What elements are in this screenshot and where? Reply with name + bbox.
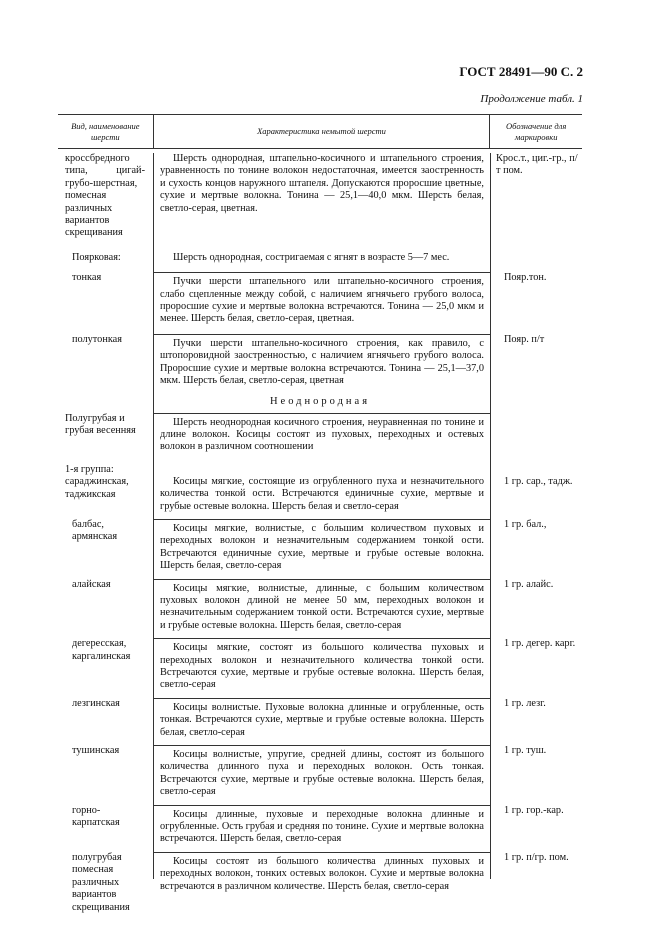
wool-type-name: балбас, армянская bbox=[72, 518, 118, 543]
table-row bbox=[58, 519, 582, 573]
marking-code: 1 гр. п/гр. пом. bbox=[504, 851, 569, 863]
table-row bbox=[58, 334, 582, 388]
wool-description: Косицы волнистые, упругие, средней длины, состоят из большого количества длинного пуха и переходных волокон. Ость тонкая. Встречаются сухие, мертвые и грубые остевые волокна. Шерсть белая, светло-серая bbox=[160, 749, 484, 798]
marking-code: 1 гр. бал., bbox=[504, 518, 547, 530]
table-row bbox=[58, 153, 582, 240]
marking-code: 1 гр. гор.-кар. bbox=[504, 804, 564, 816]
wool-type-name: 1-я группа: сараджинская, таджикская bbox=[65, 463, 129, 500]
wool-description: Косицы мягкие, состоящие из огрубленного пуха и незначительного количества тонкой ости. Встречаются единичные сухие, мертвые и грубые остевые волокна. Шерсть белая и светло-серая bbox=[160, 475, 484, 512]
marking-code: 1 гр. дегер. карг. bbox=[504, 638, 576, 650]
table-row bbox=[58, 579, 582, 633]
wool-type-name: тушинская bbox=[72, 745, 120, 757]
wool-type-name: алайская bbox=[72, 578, 111, 590]
table-row bbox=[58, 252, 582, 264]
wool-description: Косицы длинные, пуховые и переходные волокна длинные и огрубленные. Ость грубая и средняя по тонине. Сухие и мертвые волокна встречаются. Шерсть белая, светло-серая bbox=[160, 808, 484, 845]
wool-description: Шерсть однородная, состригаемая с ягнят в возрасте 5—7 мес. bbox=[173, 251, 450, 263]
wool-type-name: тонкая bbox=[72, 272, 102, 284]
section-label: Неоднородная bbox=[269, 395, 371, 407]
marking-code: 1 гр. алайс. bbox=[504, 578, 554, 590]
table-row bbox=[58, 745, 582, 799]
wool-type-name: Поярковая: bbox=[72, 251, 121, 263]
wool-type-name: лезгинская bbox=[72, 697, 120, 709]
table-header bbox=[58, 114, 582, 149]
column-header-name: Вид, наименование шерсти bbox=[71, 121, 140, 142]
wool-type-name: дегересская, каргалинская bbox=[72, 638, 131, 662]
wool-description: Косицы мягкие, волнистые, длинные, с большим количеством пуховых волокон длиной не менее 50 мм, переходных волокон и незначительным содержанием тонкой ости. Встречаются сухие, мертвые и грубые остевые волокна. Шерсть белая, светло-серая bbox=[160, 582, 484, 631]
table-row bbox=[58, 464, 582, 513]
table-row bbox=[58, 638, 582, 692]
wool-description: Пучки шерсти штапельного или штапельно-косичного строения, слабо сцепленные между собой, с наличием ягнячьего грубого волоса, проросшие сухие и мертвые волокна встречаются. Тонина — 25,0 мкм и менее. Шерсть белая, светло-серая, цветная. bbox=[160, 276, 484, 325]
wool-description: Косицы мягкие, волнистые, с большим количеством пуховых и переходных волокон и незначительным содержанием тонкой ости. Встречаются единичные сухие, мертвые и грубые остевые волокна. Шерсть белая, светло-серая bbox=[160, 522, 484, 572]
page-header: ГОСТ 28491—90 С. 2 bbox=[459, 64, 583, 79]
wool-description: Пучки шерсти штапельно-косичного строения, как правило, с штопоровидной заостренностью, с наличием ягнячьего грубого волоса. Проросшие сухие и мертвые волокна встречаются. Тонина — 25,1—37,0 мкм. Шерсть белая, светло-серая, цветная bbox=[160, 337, 484, 387]
table-row bbox=[58, 805, 582, 846]
marking-code: 1 гр. сар., тадж. bbox=[504, 475, 573, 487]
marking-code: 1 гр. лезг. bbox=[504, 697, 546, 709]
table-row bbox=[58, 698, 582, 739]
wool-type-name: кроссбредного типа, цигай-грубо-шерстная, помесная различных вариантов скрещивания bbox=[65, 153, 145, 239]
wool-description: Шерсть неоднородная косичного строения, неуравненная по тонине и длине волокон. Косицы состоят из пуховых, переходных и остевых волокон в различном соотношении bbox=[160, 416, 484, 453]
wool-description: Шерсть однородная, штапельно-косичного и штапельного строения, уравненность по тонине волокон недостаточная, имеется заостренность и сухость концов наружного штапеля. Допускаются проросшие цветные, сухие и мертвые волокна. Тонина — 25,1—40,0 мкм. Шерсть белая, светло-серая, цветная. bbox=[160, 153, 484, 214]
table-row bbox=[58, 272, 582, 326]
marking-code: 1 гр. туш. bbox=[504, 745, 547, 757]
marking-code: Пояр. п/т bbox=[504, 333, 545, 345]
column-header-description: Характеристика немытой шерсти bbox=[153, 115, 491, 148]
wool-description: Косицы состоят из большого количества длинных пуховых и переходных волокон, тонких остевых волокон. Сухие и мертвые волокна встречаются в различном количестве. Шерсть белая, светло-серая bbox=[160, 855, 484, 892]
marking-code bbox=[490, 413, 582, 454]
wool-table bbox=[58, 114, 582, 914]
wool-type-name: полутонкая bbox=[72, 333, 122, 345]
table-body bbox=[58, 153, 582, 914]
table-row bbox=[58, 852, 582, 914]
marking-code: Пояр.тон. bbox=[504, 272, 547, 284]
wool-type-name: полугрубая помесная различных вариантов скрещивания bbox=[72, 851, 130, 913]
table-continuation-label: Продолжение табл. 1 bbox=[480, 93, 583, 105]
marking-code: Крос.т., циг.-гр., п/т пом. bbox=[496, 153, 578, 177]
wool-type-name: горно-карпатская bbox=[72, 804, 120, 829]
column-header-code: Обозначение для маркировки bbox=[506, 121, 567, 142]
table-row bbox=[58, 413, 582, 454]
marking-code bbox=[490, 252, 582, 264]
wool-description: Косицы волнистые. Пуховые волокна длинные и огрубленные, ость тонкая. Встречаются сухие, мертвые и грубые остевые волокна. Шерсть белая, светло-серая bbox=[160, 701, 484, 738]
wool-type-name: Полугрубая и грубая весенняя bbox=[65, 412, 136, 436]
wool-description: Косицы мягкие, состоят из большого количества пуховых и переходных волокон и незначительного количества тонкой ости. Встречаются сухие, мертвые и грубые остевые волокна. Шерсть белая, светло-серая bbox=[160, 642, 484, 691]
